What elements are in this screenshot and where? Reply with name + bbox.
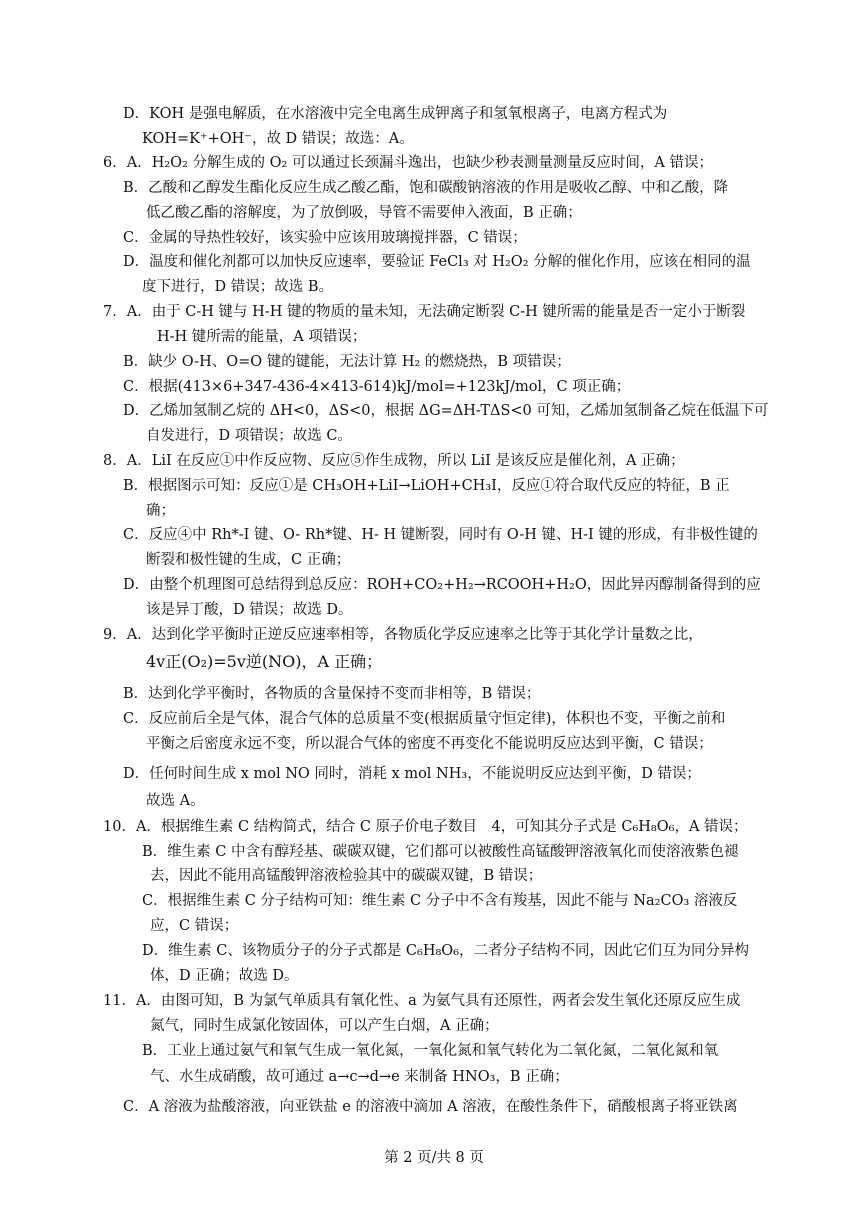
page-footer: 第 2 页/共 8 页 xyxy=(384,1150,484,1166)
text-line: 11．A．由图可知，B 为氯气单质具有氧化性、a 为氨气具有还原性，两者会发生氧化还原反应生成 xyxy=(103,993,741,1009)
text-line: C．金属的导热性较好，该实验中应该用玻璃搅拌器，C 错误； xyxy=(123,230,527,246)
text-line: 7．A．由于 C-H 键与 H-H 键的物质的量未知，无法确定断裂 C-H 键所需的能量是否一定小于断裂 xyxy=(103,304,746,320)
text-line: C．根据维生素 C 分子结构可知：维生素 C 分子中不含有羧基，因此不能与 Na₂CO₃ 溶液反 xyxy=(142,893,738,909)
text-line: D．任何时间生成 x mol NO 同时，消耗 x mol NH₃，不能说明反应达到平衡，D 错误； xyxy=(123,766,701,782)
text-line: 断裂和极性键的生成，C 正确； xyxy=(146,552,351,568)
text-line: 去，因此不能用高锰酸钾溶液检验其中的碳碳双键，B 错误； xyxy=(150,868,543,884)
text-line: C．A 溶液为盐酸溶液，向亚铁盐 e 的溶液中滴加 A 溶液，在酸性条件下，硝酸根离子将亚铁离 xyxy=(123,1099,738,1115)
text-line: B．根据图示可知：反应①是 CH₃OH+LiI→LiOH+CH₃I，反应①符合取代反应的特征，B 正 xyxy=(123,478,730,494)
text-line: B．维生素 C 中含有醇羟基、碳碳双键，它们都可以被酸性高锰酸钾溶液氧化而使溶液紫色褪 xyxy=(142,844,739,860)
text-line: D．乙烯加氢制乙烷的 ΔH<0，ΔS<0，根据 ΔG=ΔH-TΔS<0 可知，乙烯加氢制备乙烷在低温下可 xyxy=(123,403,769,419)
text-line: B．乙酸和乙醇发生酯化反应生成乙酸乙酯，饱和碳酸钠溶液的作用是吸收乙醇、中和乙酸，降 xyxy=(123,180,729,196)
text-line: D．KOH 是强电解质，在水溶液中完全电离生成钾离子和氢氧根离子，电离方程式为 xyxy=(123,106,668,122)
text-line: 自发进行，D 项错误；故选 C。 xyxy=(146,428,352,444)
rate-equation: 4v正(O₂)=5v逆(NO)，A 正确； xyxy=(146,652,383,671)
text-line: D．维生素 C、该物质分子的分子式都是 C₆H₈O₆，二者分子结构不同，因此它们互为同分异构 xyxy=(142,943,750,959)
text-line: 度下进行，D 错误；故选 B。 xyxy=(142,279,333,295)
text-line: 8．A．LiI 在反应①中作反应物、反应⑤作生成物，所以 LiI 是该反应是催化剂，A 正确； xyxy=(103,453,685,469)
text-line: D．温度和催化剂都可以加快反应速率，要验证 FeCl₃ 对 H₂O₂ 分解的催化作用，应该在相同的温 xyxy=(123,254,751,270)
text-line: B．达到化学平衡时，各物质的含量保持不变而非相等，B 错误； xyxy=(123,686,541,702)
text-line: H-H 键所需的能量，A 项错误； xyxy=(157,329,367,345)
text-line: B．工业上通过氨气和氧气生成一氧化氮，一氧化氮和氧气转化为二氧化氮，二氧化氮和氧 xyxy=(142,1043,719,1059)
text-line: 9．A．达到化学平衡时正逆反应速率相等，各物质化学反应速率之比等于其化学计量数之比， xyxy=(103,627,703,643)
text-line: D．由整个机理图可总结得到总反应：ROH+CO₂+H₂→RCOOH+H₂O，因此异丙醇制备得到的应 xyxy=(123,577,761,593)
text-line: 6．A．H₂O₂ 分解生成的 O₂ 可以通过长颈漏斗逸出，也缺少秒表测量测量反应时间，A 错误； xyxy=(103,155,713,171)
text-line: 故选 A。 xyxy=(146,793,205,809)
text-line: B．缺少 O-H、O=O 键的键能，无法计算 H₂ 的燃烧热，B 项错误； xyxy=(123,354,571,370)
text-line: KOH=K⁺+OH⁻，故 D 错误；故选：A。 xyxy=(142,131,414,147)
text-line: 平衡之后密度永远不变，所以混合气体的密度不再变化不能说明反应达到平衡，C 错误； xyxy=(146,736,713,752)
text-line: 10．A．根据维生素 C 结构简式，结合 C 原子价电子数目 4，可知其分子式是 C₆H₈O₆，A 错误； xyxy=(103,819,748,835)
text-line: 确； xyxy=(146,503,175,519)
text-line: C．反应④中 Rh*-I 键、O- Rh*键、H- H 键断裂，同时有 O-H 键、H-I 键的形成，有非极性键的 xyxy=(123,527,758,543)
text-line: 气、水生成硝酸，故可通过 a→c→d→e 来制备 HNO₃，B 正确； xyxy=(150,1069,569,1085)
text-line: 氮气，同时生成氯化铵固体，可以产生白烟，A 正确； xyxy=(150,1018,499,1034)
text-line: 应，C 错误； xyxy=(150,918,239,934)
text-line: 该是异丁酸，D 错误；故选 D。 xyxy=(146,602,353,618)
text-line: 体，D 正确；故选 D。 xyxy=(150,968,299,984)
text-line: C．反应前后全是气体，混合气体的总质量不变(根据质量守恒定律)，体积也不变，平衡之前和 xyxy=(123,711,726,727)
text-line: C．根据(413×6+347-436-4×413-614)kJ/mol=+123kJ/mol，C 项正确； xyxy=(123,379,631,395)
text-line: 低乙酸乙酯的溶解度，为了放倒吸，导管不需要伸入液面，B 正确； xyxy=(146,205,582,221)
